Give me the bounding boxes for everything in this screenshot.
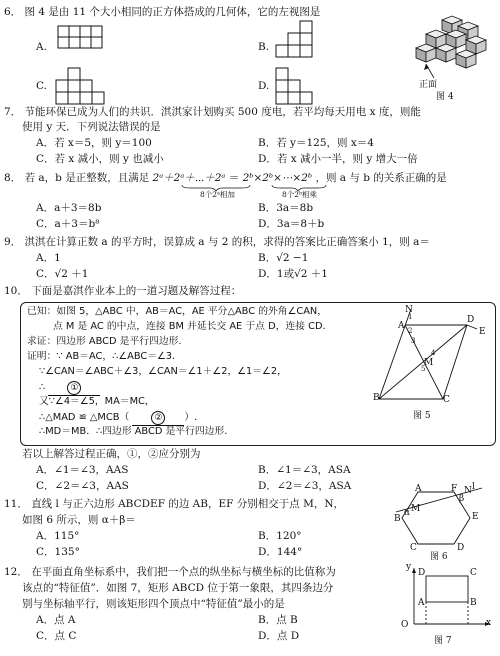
fig7-label-b: B xyxy=(470,598,477,608)
fig6-label-a: A xyxy=(415,484,422,494)
q12-stem xyxy=(4,566,336,579)
q10-proof-line3: 求证：四边形 ABCD 是平行四边形. xyxy=(27,336,182,347)
q11-option-a[interactable]: A．115° xyxy=(36,530,80,542)
q6-option-d-figure xyxy=(276,68,316,104)
fig4-caption: 图 4 xyxy=(436,92,454,102)
fig6-label-e: E xyxy=(472,512,479,522)
q10-blank-2 xyxy=(132,411,184,426)
q10-proof-line4: 证明：∵ AB＝AC，∴∠ABC＝∠3. xyxy=(27,351,176,362)
q10-proof-box xyxy=(20,302,496,446)
q7-option-a[interactable]: A．若 x＝5，则 y＝100 xyxy=(36,137,152,149)
q10-number: 10． xyxy=(4,285,28,297)
q7-option-d[interactable]: D．若 x 减小一半，则 y 增大一倍 xyxy=(258,153,418,165)
q6-stem xyxy=(4,6,320,19)
q10-option-b[interactable]: B．∠1＝∠3，ASA xyxy=(258,464,351,476)
fig5-label-c: C xyxy=(443,395,450,405)
fig6-label-n: N xyxy=(464,486,472,496)
q10-proof-line2: 点 M 是 AC 的中点，连接 BM 并延长交 AE 于点 D，连接 CD. xyxy=(53,321,326,332)
fig7-caption: 图 7 xyxy=(434,636,452,646)
fig6-caption: 图 6 xyxy=(430,552,448,562)
fig5-angle-4: 4 xyxy=(431,349,436,357)
q11-text-line2: 如图 6 所示，则 α＋β＝ xyxy=(22,514,136,526)
fig6-label-alpha: α xyxy=(404,508,411,518)
q6-option-a-label[interactable]: A. xyxy=(36,41,47,53)
q8-left-expr-text: 2ᵃ＋2ᵃ＋⋯＋2ᵃ xyxy=(152,172,226,184)
q11-option-b[interactable]: B．120° xyxy=(258,530,302,542)
fig6-label-m: M xyxy=(411,504,421,514)
q9-number: 9． xyxy=(4,236,22,248)
q10-therefore: ∴ xyxy=(39,382,46,393)
q10-option-a[interactable]: A．∠1＝∠3，AAS xyxy=(36,464,129,476)
fig5-angle-3: 3 xyxy=(411,337,416,345)
fig5-caption: 图 5 xyxy=(413,411,431,421)
fig5-label-a: A xyxy=(398,321,405,331)
fig6-label-f: F xyxy=(451,484,458,494)
q9-option-c[interactable]: C．√2 ＋1 xyxy=(36,268,89,280)
q10-proof-line6 xyxy=(39,381,100,396)
q12-option-b[interactable]: B．点 B xyxy=(258,614,298,626)
q8-option-a[interactable]: A．a＋3＝8b xyxy=(36,202,102,214)
q8-stem xyxy=(4,172,447,185)
q7-text-line2: 使用 y 天．下列说法错误的是 xyxy=(22,121,161,133)
q10-blank-2-mark: ② xyxy=(151,411,165,425)
q9-text: 淇淇在计算正数 a 的平方时，误算成 a 与 2 的积，求得的答案比正确答案小 1，则 a＝ xyxy=(24,236,430,248)
fig7-label-d: D xyxy=(418,568,426,578)
q8-text-pre: 若 a，b 是正整数，且满足 xyxy=(24,172,150,184)
fig5-angle-2: 2 xyxy=(408,327,413,335)
fig5-label-n: N xyxy=(405,305,413,315)
q6-option-a-figure xyxy=(58,26,102,58)
q6-option-c-label[interactable]: C. xyxy=(36,80,47,92)
fig6-label-beta: β xyxy=(459,494,465,504)
q12-option-c[interactable]: C．点 C xyxy=(36,630,77,642)
q10-proof-line8 xyxy=(39,411,197,426)
q9-stem xyxy=(4,236,430,249)
q8-left-expression xyxy=(153,172,226,185)
q10-blank-2-close: ）. xyxy=(184,412,198,423)
q6-number: 6． xyxy=(4,6,22,18)
fig7-label-y: y xyxy=(406,562,412,572)
fig5-angle-5: 5 xyxy=(421,365,426,373)
fig5-label-m: M xyxy=(424,358,434,368)
q7-option-c[interactable]: C．若 x 减小，则 y 也减小 xyxy=(36,153,164,165)
fig6-label-l: l xyxy=(472,482,475,492)
q10-blank-1 xyxy=(48,381,100,396)
q8-option-b[interactable]: B．3a＝8b xyxy=(258,202,314,214)
q10-proof-line7: 又∵∠4＝∠5，MA＝MC， xyxy=(39,396,155,407)
q8-right-expr-text: 2ᵇ×2ᵇ×⋯×2ᵇ xyxy=(242,172,313,184)
q10-option-d[interactable]: D．∠2＝∠3，ASA xyxy=(258,480,352,492)
q10-after: 若以上解答过程正确，①，②应分别为 xyxy=(22,448,201,460)
q11-number: 11． xyxy=(4,498,28,510)
q7-option-b[interactable]: B．若 y＝125，则 x＝4 xyxy=(258,137,374,149)
q12-text-line3: 别与坐标轴平行，则该矩形四个顶点中“特征值”最小的是 xyxy=(22,598,285,610)
q9-option-d[interactable]: D．1或√2 ＋1 xyxy=(258,268,328,280)
fig5-label-b: B xyxy=(373,393,380,403)
q12-option-a[interactable]: A．点 A xyxy=(36,614,76,626)
q8-under-left: 8个2ᵃ相加 xyxy=(200,190,235,199)
q10-proof-line9: ∴MD＝MB．∴四边形 ABCD 是平行四边形. xyxy=(39,426,228,437)
q8-under-right: 8个2ᵇ相乘 xyxy=(282,190,318,199)
q8-option-d[interactable]: D．3a＝8＋b xyxy=(258,218,325,230)
q6-option-d-label[interactable]: D. xyxy=(258,80,270,92)
fig4-solid xyxy=(412,14,492,86)
q11-option-d[interactable]: D．144° xyxy=(258,546,303,558)
q7-stem xyxy=(4,106,421,119)
q8-option-c[interactable]: C．a＋3＝b⁸ xyxy=(36,218,100,230)
fig5-label-e: E xyxy=(479,327,486,337)
fig5-label-d: D xyxy=(467,315,475,325)
q6-option-b-label[interactable]: B. xyxy=(258,41,270,53)
q7-text-line1: 节能环保已成为人们的共识．淇淇家计划购买 500 度电，若平均每天用电 x 度，则能 xyxy=(24,106,421,118)
q11-option-c[interactable]: C．135° xyxy=(36,546,80,558)
q12-text-line2: 该点的“特征值”．如图 7，矩形 ABCD 位于第一象限，其四条边分 xyxy=(22,582,334,594)
q9-option-a[interactable]: A．1 xyxy=(36,252,61,264)
fig4-front-label: 正面 xyxy=(419,80,438,90)
q12-number: 12． xyxy=(4,566,28,578)
q10-stem xyxy=(4,285,241,298)
fig7-label-o: O xyxy=(401,620,409,630)
q10-text: 下面是嘉淇作业本上的一道习题及解答过程： xyxy=(31,285,242,297)
q6-option-b-figure xyxy=(276,21,316,57)
q10-proof-line5: ∵∠CAN＝∠ABC＋∠3，∠CAN＝∠1＋∠2，∠1＝∠2， xyxy=(39,366,287,377)
fig6-label-c: C xyxy=(410,543,417,553)
fig7-label-c: C xyxy=(470,568,477,578)
q12-text-line1: 在平面直角坐标系中，我们把一个点的纵坐标与横坐标的比值称为 xyxy=(31,566,336,578)
q10-congruence: ∴△MAD ≌ △MCB（ xyxy=(39,412,130,423)
fig7-label-a: A xyxy=(418,598,425,608)
q11-stem xyxy=(4,498,344,511)
q7-number: 7． xyxy=(4,106,22,118)
q12-option-d[interactable]: D．点 D xyxy=(258,630,300,642)
q8-equals: ＝ xyxy=(228,172,240,184)
q10-option-c[interactable]: C．∠2＝∠3，AAS xyxy=(36,480,129,492)
q10-blank-1-mark: ① xyxy=(67,381,81,395)
q6-text: 图 4 是由 11 个大小相同的正方体搭成的几何体，它的左视图是 xyxy=(24,6,321,18)
fig6-label-d: D xyxy=(457,543,465,553)
q8-number: 8． xyxy=(4,172,22,184)
q6-option-c-figure xyxy=(56,68,104,104)
q10-proof-line1: 已知：如图 5，△ABC 中，AB＝AC，AE 平分△ABC 的外角∠CAN， xyxy=(27,306,328,317)
q8-text-post: ，则 a 与 b 的关系正确的是 xyxy=(315,172,447,184)
fig6-label-b: B xyxy=(394,514,401,524)
q9-option-b[interactable]: B．√2 −1 xyxy=(258,252,309,264)
q11-text-line1: 直线 l 与正六边形 ABCDEF 的边 AB，EF 分别相交于点 M，N， xyxy=(31,498,345,510)
fig7-label-x: x xyxy=(486,618,492,628)
fig5-angle-1: 1 xyxy=(408,313,413,321)
